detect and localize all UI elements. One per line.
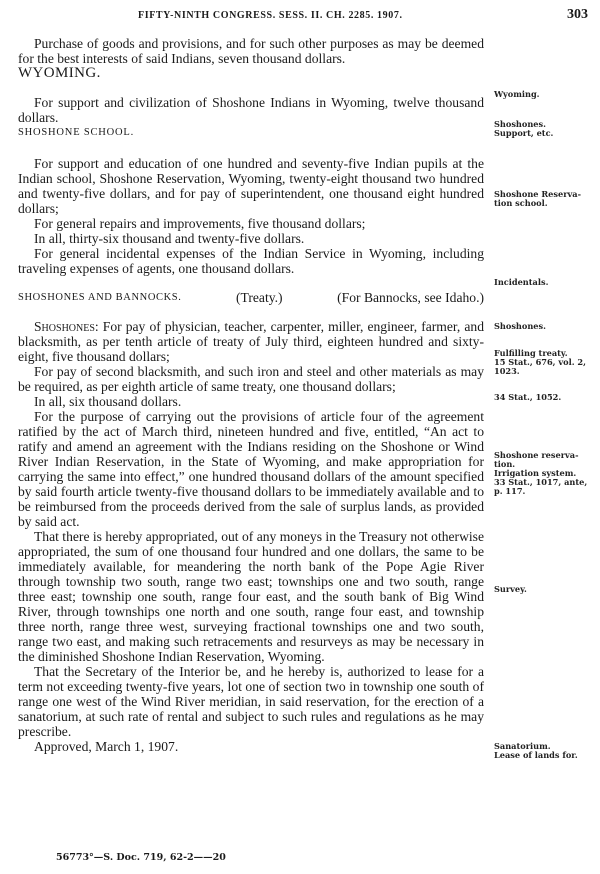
- note-shoshones-support: Shoshones. Support, etc.: [494, 119, 554, 138]
- paragraph-school: For support and education of one hundred and seventy-five Indian pupils at the Indian school, Shoshone Reservation, Wyoming, twenty-eight thousand two hundred and twenty-five dollars, and for pay of superintendent, one thousand eight hundred dollars;: [18, 156, 484, 216]
- note-34-stat-1052: 34 Stat., 1052.: [494, 392, 562, 402]
- subheading-shoshone-school: SHOSHONE SCHOOL.: [18, 127, 135, 138]
- paragraph-survey: That there is hereby appropriated, out of any moneys in the Treasury not otherwise appropriated, the sum of one thousand four hundred and one dollars, the same to be immediately available, for meandering the north bank of the Pope Agie River through township two south, range two east; townships one and two south, range three east; township one south, range four east, and the south bank of Big Wind River, through townships one north and one south, range four east, and township three north, range three west, surveying fractional townships one and two south, range two east, and making such retracements and resurveys as may be necessary in the diminished Shoshone Indian Reservation, Wyoming.: [18, 529, 484, 664]
- treaty-heading: SHOSHONES AND BANNOCKS.: [18, 292, 182, 303]
- treaty-label: (Treaty.): [236, 290, 283, 305]
- note-shoshones: Shoshones.: [494, 321, 546, 331]
- approval-date: Approved, March 1, 1907.: [34, 739, 179, 754]
- note-incidentals: Incidentals.: [494, 277, 549, 287]
- printer-signature: 56773°—S. Doc. 719, 62-2——20: [56, 852, 226, 863]
- paragraph-total-school: In all, thirty-six thousand and twenty-five dollars.: [34, 231, 305, 246]
- paragraph-physician: [18, 319, 484, 364]
- physician-text: For pay of physician, teacher, carpenter, miller, engineer, farmer, and blacksmith, as per tenth article of treaty of July third, eighteen hundred and sixty-eight, five thousand dollars;: [18, 319, 484, 364]
- paragraph-goods: Purchase of goods and provisions, and for such other purposes as may be deemed for the best interests of said Indians, seven thousand dollars.: [18, 36, 484, 66]
- page-number: 303: [567, 7, 588, 22]
- section-heading-wyoming: WYOMING.: [18, 65, 101, 81]
- treaty-heading-line: [18, 290, 484, 305]
- note-shoshone-school: Shoshone Reserva- tion school.: [494, 189, 581, 208]
- note-irrigation-system: Shoshone reserva- tion. Irrigation system. 33 Stat., 1017, ante, p. 117.: [494, 450, 588, 496]
- paragraph-total-treaty: In all, six thousand dollars.: [34, 394, 182, 409]
- paragraph-incidental: For general incidental expenses of the Indian Service in Wyoming, including traveling expenses of agents, one thousand dollars.: [18, 246, 484, 276]
- paragraph-repairs: For general repairs and improvements, five thousand dollars;: [34, 216, 366, 231]
- note-sanatorium: Sanatorium. Lease of lands for.: [494, 741, 578, 760]
- page-header: [0, 7, 600, 27]
- shoshones-lead: Shoshones:: [34, 319, 99, 334]
- running-title: FIFTY-NINTH CONGRESS. SESS. II. CH. 2285. 1907.: [138, 10, 403, 21]
- main-text: [18, 36, 484, 754]
- note-wyoming: Wyoming.: [494, 89, 540, 99]
- paragraph-sanatorium: That the Secretary of the Interior be, and he hereby is, authorized to lease for a term not exceeding twenty-five years, lot one of section two in township one south of range one west of the Wind River meridian, in said reservation, for the erection of a sanatorium, at such rate of rental and subject to such rules and regulations as he may prescribe.: [18, 664, 484, 739]
- note-survey: Survey.: [494, 584, 527, 594]
- paragraph-shoshone-support: For support and civilization of Shoshone Indians in Wyoming, twelve thousand dollars.: [18, 95, 484, 125]
- note-fulfilling-treaty: Fulfilling treaty. 15 Stat., 676, vol. 2, 1023.: [494, 348, 586, 376]
- paragraph-article-four: For the purpose of carrying out the provisions of article four of the agreement ratified by the act of March third, nineteen hundred and five, entitled, “An act to ratify and amend an agreement with the Indians residing on the Shoshone or Wind River Indian Reservation, in the State of Wyoming, and make appropriation for carrying the same into effect,” one hundred thousand dollars of the amount specified by said fourth article twenty-five thousand dollars to be immediately available and to be reimbursed from the proceeds derived from the sale of surplus lands, as provided by said act.: [18, 409, 484, 529]
- bannocks-reference: (For Bannocks, see Idaho.): [337, 290, 484, 305]
- paragraph-second-blacksmith: For pay of second blacksmith, and such iron and steel and other materials as may be required, as per eighth article of same treaty, one thousand dollars;: [18, 364, 484, 394]
